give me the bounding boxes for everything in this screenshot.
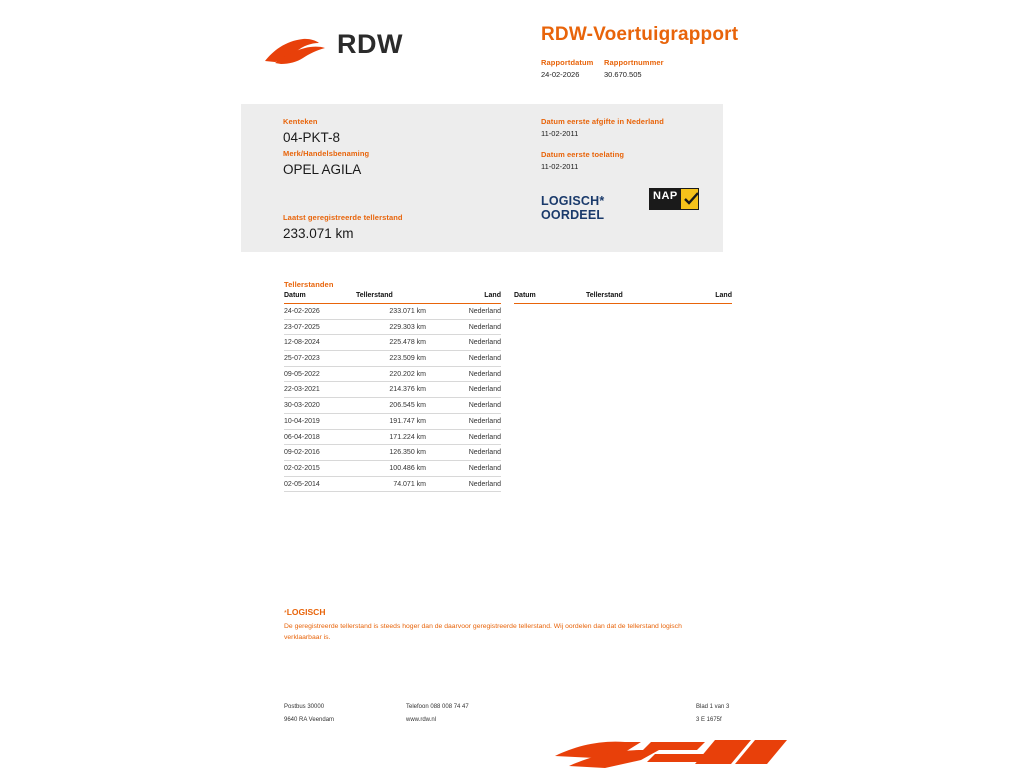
cell-land: Nederland bbox=[468, 417, 501, 425]
cell-land: Nederland bbox=[468, 355, 501, 363]
cell-land: Nederland bbox=[468, 370, 501, 378]
footer-telefoon: Telefoon 088 008 74 47 bbox=[406, 704, 469, 710]
table-row bbox=[284, 304, 501, 320]
cell-datum: 12-08-2024 bbox=[284, 339, 320, 347]
cell-tellerstand: 126.350 km bbox=[389, 449, 426, 457]
cell-tellerstand: 223.509 km bbox=[389, 355, 426, 363]
cell-land: Nederland bbox=[468, 308, 501, 315]
footer-postbus: Postbus 30000 bbox=[284, 704, 325, 710]
table-row bbox=[284, 367, 501, 383]
col-header-datum: Datum bbox=[514, 292, 536, 299]
odometer-table-title: Tellerstanden bbox=[284, 280, 334, 289]
col-header-tellerstand: Tellerstand bbox=[586, 292, 623, 299]
cell-land: Nederland bbox=[468, 402, 501, 410]
rdw-logo-text: RDW bbox=[337, 29, 403, 59]
odometer-table-left bbox=[284, 292, 501, 492]
table-row bbox=[284, 335, 501, 351]
table-row bbox=[284, 477, 501, 493]
table-row bbox=[284, 445, 501, 461]
rdw-logo bbox=[263, 18, 563, 78]
verdict-line-1: LOGISCH* bbox=[541, 194, 605, 208]
cell-tellerstand: 74.071 km bbox=[393, 480, 426, 488]
cell-land: Nederland bbox=[468, 433, 501, 441]
table-row bbox=[284, 382, 501, 398]
kenteken-block bbox=[283, 117, 340, 145]
first-admission-label: Datum eerste toelating bbox=[541, 150, 625, 159]
cell-datum: 25-07-2023 bbox=[284, 355, 320, 363]
cell-tellerstand: 214.376 km bbox=[389, 386, 426, 394]
footnote-body: De geregistreerde tellerstand is steeds hoger dan de daarvoor geregistreerde tellerstand. Wij oordelen dan dat de tellerstand logisch verklaarbaar is. bbox=[284, 623, 682, 641]
col-header-land: Land bbox=[715, 292, 732, 299]
report-number-value: 30.670.505 bbox=[604, 70, 642, 79]
table-body-left bbox=[284, 304, 501, 492]
cell-tellerstand: 233.071 km bbox=[389, 308, 426, 315]
verdict-line-2: OORDEEL bbox=[541, 208, 605, 223]
check-icon bbox=[681, 189, 698, 209]
cell-tellerstand: 171.224 km bbox=[389, 433, 426, 441]
report-date-value: 24-02-2026 bbox=[541, 70, 580, 79]
col-header-tellerstand: Tellerstand bbox=[356, 292, 393, 299]
table-row bbox=[284, 320, 501, 336]
merk-value: OPEL AGILA bbox=[283, 162, 362, 177]
report-number bbox=[604, 58, 664, 79]
cell-datum: 24-02-2026 bbox=[284, 308, 320, 315]
footer-code: 3 E 1675f bbox=[696, 717, 722, 723]
cell-datum: 02-02-2015 bbox=[284, 464, 320, 472]
footnote-title bbox=[284, 607, 325, 617]
footer-website[interactable]: www.rdw.nl bbox=[406, 717, 437, 723]
cell-land: Nederland bbox=[468, 464, 501, 472]
table-row bbox=[284, 398, 501, 414]
vehicle-summary-panel bbox=[241, 104, 723, 252]
report-number-label: Rapportnummer bbox=[604, 58, 664, 67]
cell-tellerstand: 100.486 km bbox=[389, 464, 426, 472]
last-odometer-block bbox=[283, 213, 403, 241]
cell-datum: 09-02-2016 bbox=[284, 449, 320, 457]
cell-datum: 23-07-2025 bbox=[284, 323, 320, 331]
page-title: RDW-Voertuigrapport bbox=[541, 24, 739, 45]
first-admission-value: 11-02-2011 bbox=[541, 162, 579, 171]
cell-datum: 30-03-2020 bbox=[284, 402, 320, 410]
cell-land: Nederland bbox=[468, 480, 501, 488]
report-date-label: Rapportdatum bbox=[541, 58, 594, 67]
cell-datum: 10-04-2019 bbox=[284, 417, 320, 425]
kenteken-value: 04-PKT-8 bbox=[283, 130, 341, 145]
first-admission-block bbox=[541, 150, 624, 171]
cell-tellerstand: 229.303 km bbox=[389, 323, 426, 331]
cell-datum: 02-05-2014 bbox=[284, 480, 320, 488]
table-header-row bbox=[284, 292, 501, 304]
footnote-title-text: LOGISCH bbox=[286, 607, 326, 617]
cell-tellerstand: 191.747 km bbox=[389, 417, 426, 425]
last-odometer-value: 233.071 km bbox=[283, 226, 354, 241]
cell-datum: 22-03-2021 bbox=[284, 386, 320, 394]
report-date bbox=[541, 58, 593, 79]
footer-page-number: Blad 1 van 3 bbox=[696, 704, 730, 710]
first-registration-nl-label: Datum eerste afgifte in Nederland bbox=[541, 117, 664, 126]
footer-plaats: 9640 RA Veendam bbox=[284, 717, 335, 723]
odometer-table-right bbox=[514, 292, 732, 304]
col-header-land: Land bbox=[484, 292, 501, 299]
cell-tellerstand: 206.545 km bbox=[389, 402, 426, 410]
table-row bbox=[284, 414, 501, 430]
cell-tellerstand: 220.202 km bbox=[389, 370, 426, 378]
first-registration-nl-block bbox=[541, 117, 664, 138]
merk-label: Merk/Handelsbenaming bbox=[283, 149, 370, 158]
cell-land: Nederland bbox=[468, 449, 501, 457]
merk-block bbox=[283, 149, 369, 177]
nap-logo bbox=[649, 188, 699, 210]
nap-logo-text: NAP bbox=[653, 190, 678, 202]
cell-tellerstand: 225.478 km bbox=[389, 339, 426, 347]
verdict-block bbox=[541, 194, 604, 223]
footnote-star: * bbox=[284, 610, 287, 617]
cell-land: Nederland bbox=[468, 323, 501, 331]
table-row bbox=[284, 430, 501, 446]
table-header-row bbox=[514, 292, 732, 304]
first-registration-nl-value: 11-02-2011 bbox=[541, 129, 579, 138]
table-row bbox=[284, 461, 501, 477]
cell-datum: 06-04-2018 bbox=[284, 433, 320, 441]
cell-land: Nederland bbox=[468, 386, 501, 394]
rdw-logo-icon bbox=[263, 37, 329, 65]
table-row bbox=[284, 351, 501, 367]
col-header-datum: Datum bbox=[284, 292, 306, 299]
footer-decoration-icon bbox=[555, 738, 787, 768]
last-odometer-label: Laatst geregistreerde tellerstand bbox=[283, 213, 403, 222]
kenteken-label: Kenteken bbox=[283, 117, 318, 126]
cell-land: Nederland bbox=[468, 339, 501, 347]
cell-datum: 09-05-2022 bbox=[284, 370, 320, 378]
